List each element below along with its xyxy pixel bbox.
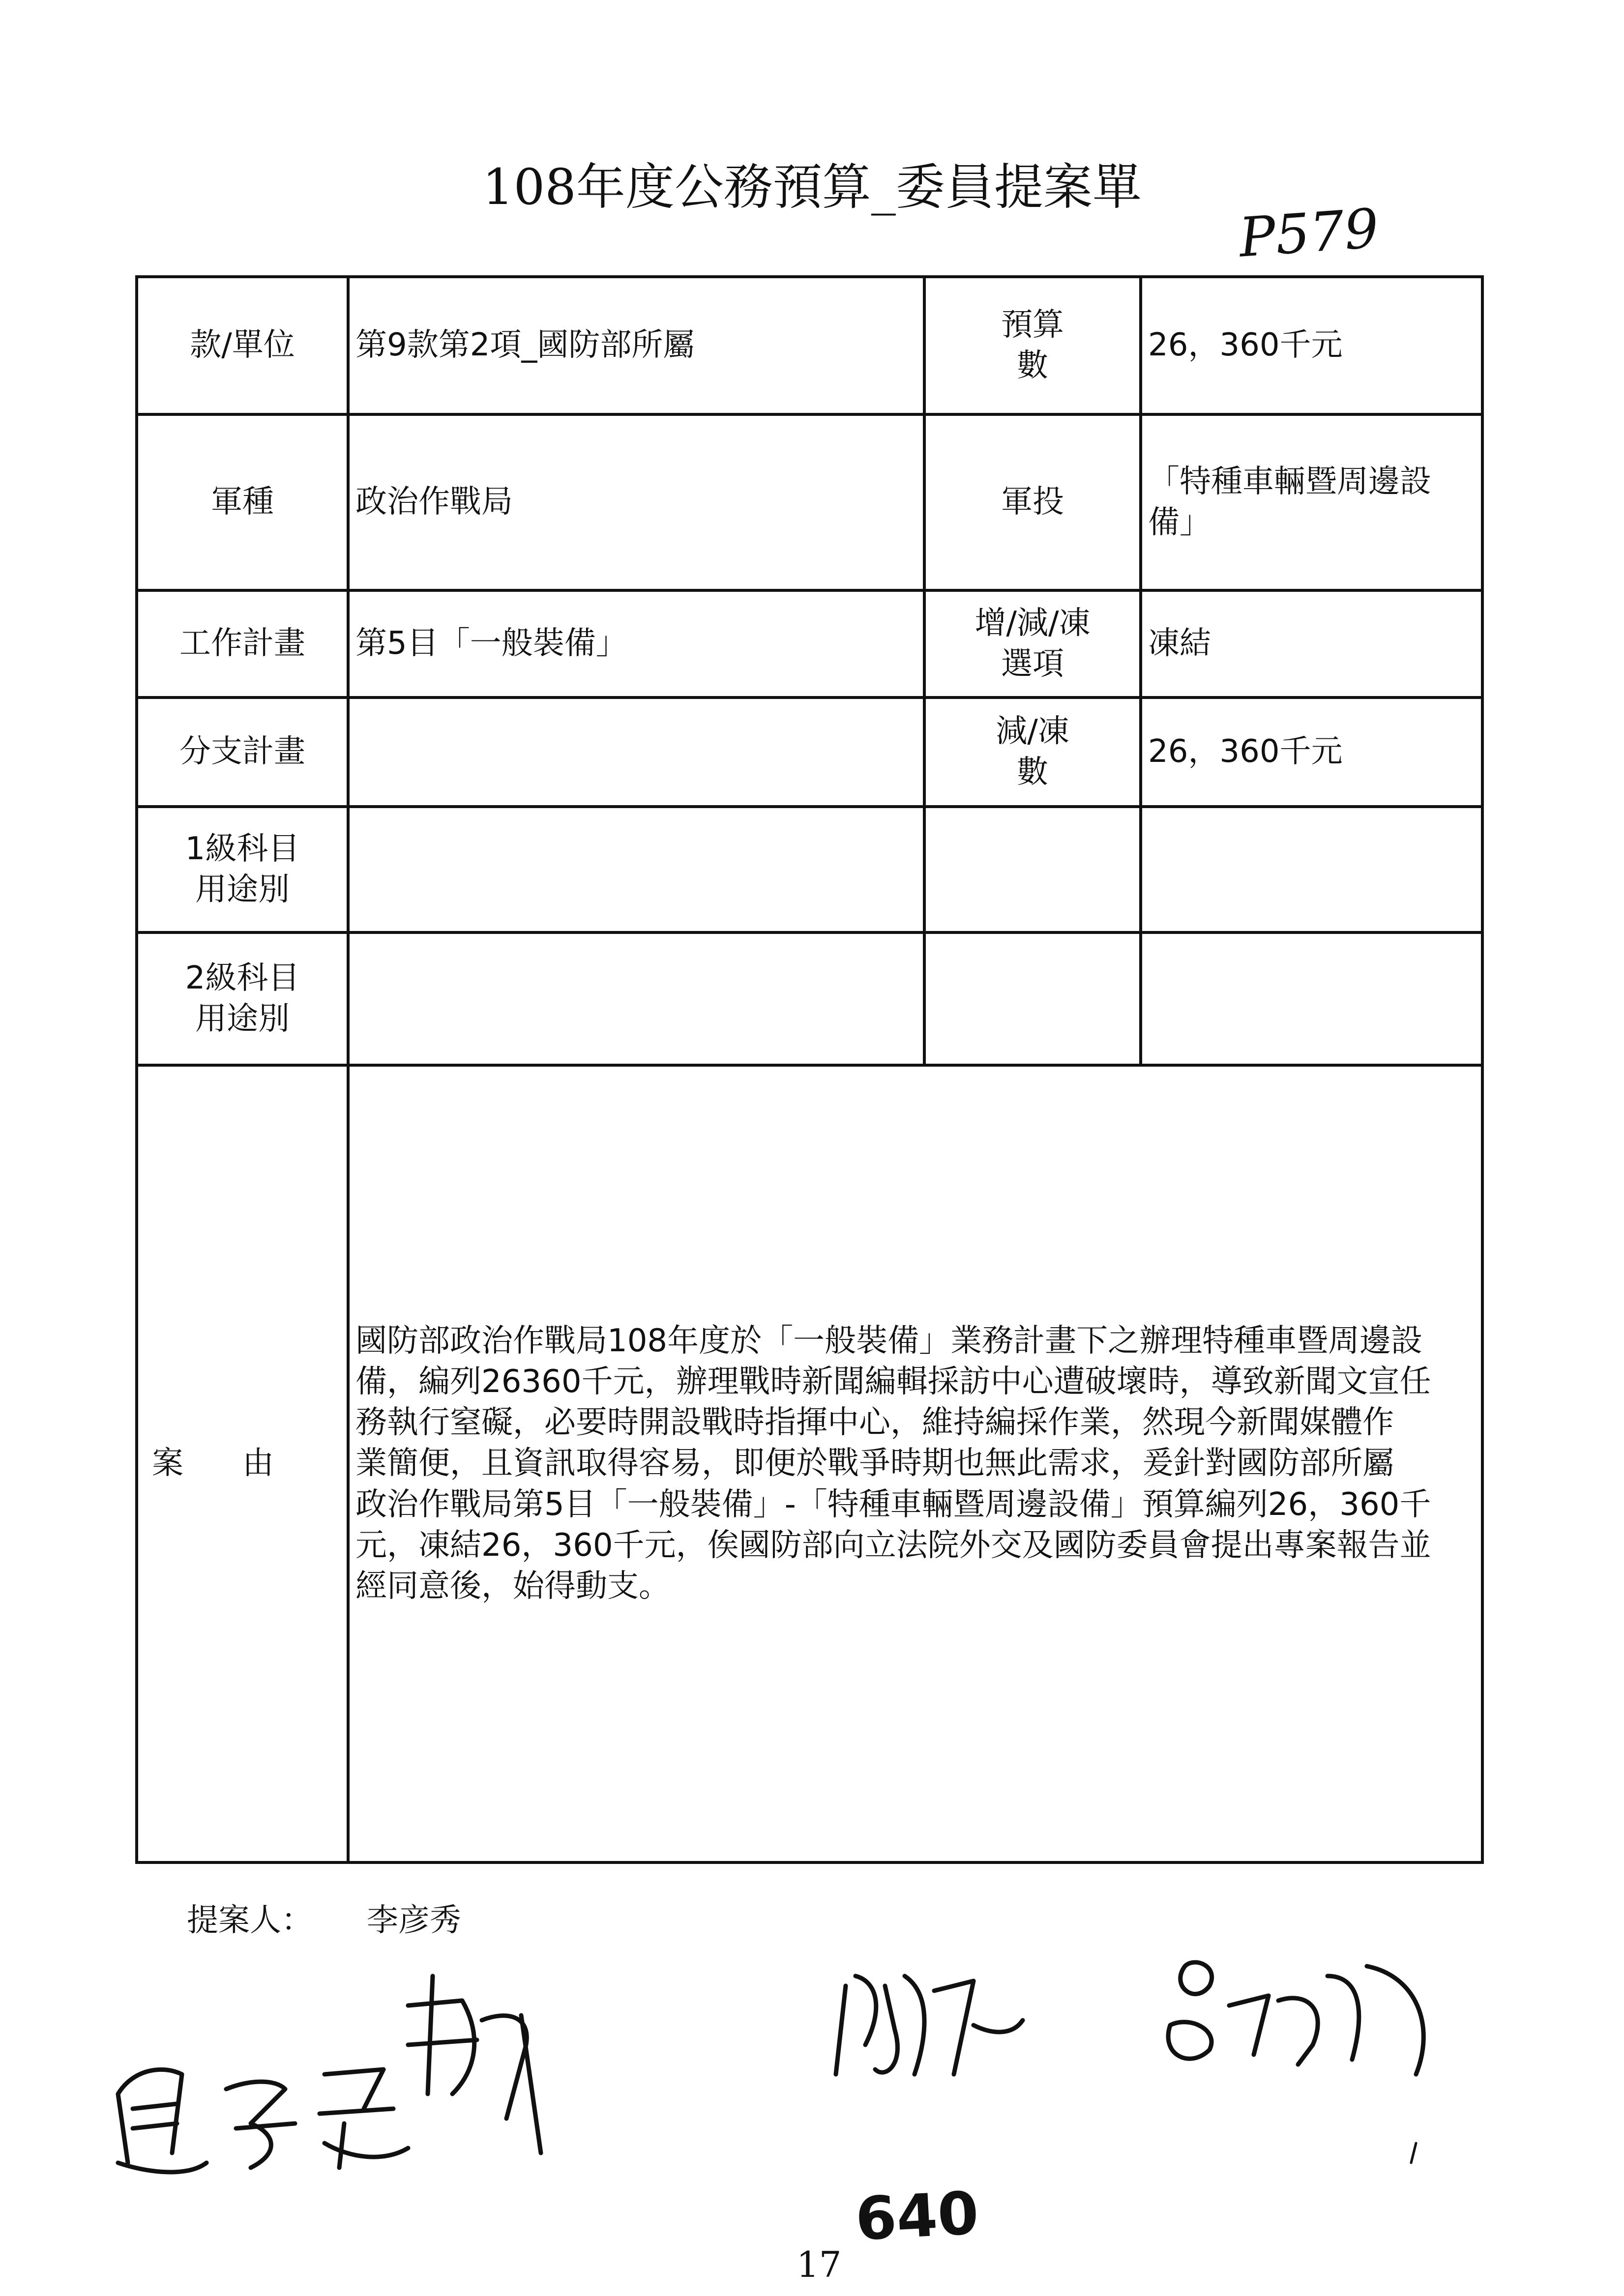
reason-line: 國防部政治作戰局108年度於「一般裝備」業務計畫下之辦理特種車暨周邊設 <box>355 1322 1423 1359</box>
value-cell <box>348 932 924 1065</box>
signature-3 <box>1168 1962 1423 2074</box>
value-cell: 26，360千元 <box>1141 698 1482 807</box>
reason-line: 務執行窒礙，必要時開設戰時指揮中心，維持編採作業，然現今新聞媒體作 <box>355 1404 1394 1441</box>
reason-text <box>348 1065 1482 1862</box>
value-cell: 26，360千元 <box>1141 277 1482 414</box>
value-cell <box>348 698 924 807</box>
reason-row <box>137 1065 1482 1862</box>
value-cell: 政治作戰局 <box>348 414 924 590</box>
value-cell <box>348 807 924 932</box>
handwritten-page-code: P579 <box>1237 197 1381 269</box>
label-cell <box>924 590 1141 698</box>
signature-1 <box>118 1976 541 2172</box>
label-cell <box>924 932 1141 1065</box>
label-cell <box>137 807 348 932</box>
label-text: 增/減/凍 選項 <box>974 605 1091 682</box>
table-row <box>137 414 1482 590</box>
page-title: 108年度公務預算_委員提案單 <box>482 158 1142 216</box>
label-cell <box>924 277 1141 414</box>
handwritten-number: 640 <box>854 2179 980 2254</box>
table-row <box>137 932 1482 1065</box>
reason-line: 元，凍結26，360千元，俟國防部向立法院外交及國防委員會提出專案報告並 <box>355 1527 1431 1564</box>
reason-line: 政治作戰局第5目「一般裝備」-「特種車輛暨周邊設備」預算編列26，360千 <box>355 1486 1431 1523</box>
label-text: 1級科目 用途別 <box>185 830 300 908</box>
proposal-form-table <box>135 275 1484 1864</box>
signature-2 <box>836 1976 1023 2074</box>
label-cell: 款/單位 <box>137 277 348 414</box>
label-cell: 分支計畫 <box>137 698 348 807</box>
label-text: 減/凍 數 <box>996 713 1069 790</box>
proposer-label: 提案人： <box>187 1902 313 1939</box>
reason-line: 經同意後，始得動支。 <box>355 1568 670 1604</box>
label-cell: 軍投 <box>924 414 1141 590</box>
label-text: 預算 數 <box>1001 306 1064 384</box>
reason-line: 業簡便，且資訊取得容易，即便於戰爭時期也無此需求，爰針對國防部所屬 <box>355 1445 1394 1482</box>
table-row <box>137 277 1482 414</box>
label-cell <box>924 807 1141 932</box>
table-row <box>137 807 1482 932</box>
proposer <box>187 1895 461 1940</box>
label-cell: 工作計畫 <box>137 590 348 698</box>
reason-label: 案由 <box>137 1065 348 1862</box>
label-text: 2級科目 用途別 <box>185 959 300 1037</box>
label-cell <box>924 698 1141 807</box>
value-text: 「特種車輛暨周邊設 備」 <box>1148 463 1431 541</box>
value-cell: 第9款第2項_國防部所屬 <box>348 277 924 414</box>
value-cell: 第5目「一般裝備」 <box>348 590 924 698</box>
cosigner-signatures <box>89 1947 1465 2192</box>
label-cell: 軍種 <box>137 414 348 590</box>
proposer-name: 李彦秀 <box>367 1902 461 1939</box>
value-cell <box>1141 932 1482 1065</box>
value-cell <box>1141 414 1482 590</box>
table-row <box>137 698 1482 807</box>
table-row <box>137 590 1482 698</box>
reason-line: 備，編列26360千元，辦理戰時新聞編輯採訪中心遭破壞時，導致新聞文宣任 <box>355 1364 1431 1400</box>
value-cell: 凍結 <box>1141 590 1482 698</box>
page-number: 17 <box>797 2244 842 2285</box>
label-cell <box>137 932 348 1065</box>
value-cell <box>1141 807 1482 932</box>
